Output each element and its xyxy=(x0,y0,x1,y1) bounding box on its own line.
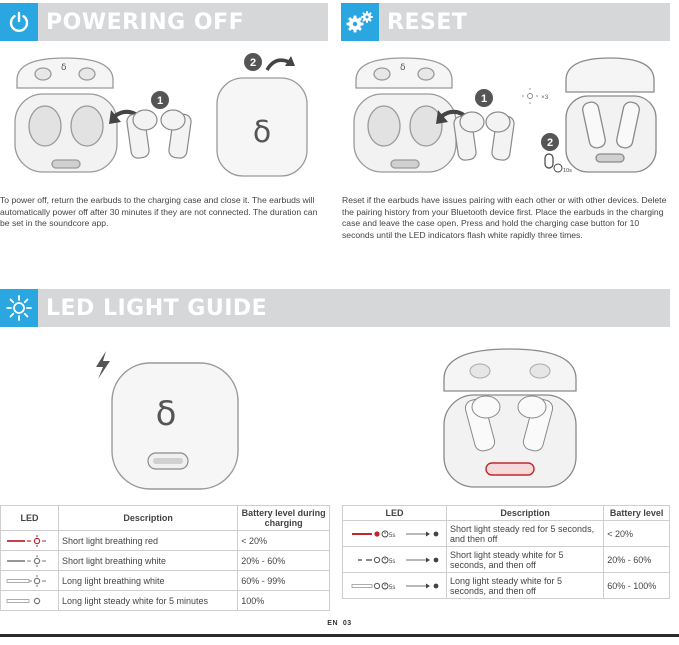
open-case-battery-illustration xyxy=(440,345,580,495)
battery-level: 60% - 99% xyxy=(238,571,330,591)
battery-led-table xyxy=(342,505,670,599)
svg-text:5s: 5s xyxy=(389,532,396,539)
svg-text:2: 2 xyxy=(249,57,257,69)
flash-count-label: ×3 xyxy=(541,94,549,101)
reset-illustration xyxy=(344,50,669,190)
table-row xyxy=(1,571,330,591)
footer-rule xyxy=(0,634,679,637)
lightning-icon xyxy=(96,351,110,379)
battery-level: 60% - 100% xyxy=(604,573,670,599)
led-description: Long light steady white for 5 seconds, and then off xyxy=(446,573,603,599)
step-1-badge xyxy=(151,91,169,109)
led-light-guide-header xyxy=(0,289,670,327)
led-description: Long light breathing white xyxy=(58,571,237,591)
led-description: Short light steady red for 5 seconds, and then off xyxy=(446,521,603,547)
reset-description: Reset if the earbuds have issues pairing with each other or with other devices. Delete the pairing history from your Bluetooth device first. Place the earbuds in the charging case and leave the case open. Press and hold the charging case button for 10 seconds until the LED indicators flash white rapidly three times. xyxy=(342,195,667,240)
column-header-description: Description xyxy=(446,506,603,521)
led-steady-white-5s-icon xyxy=(343,547,447,573)
press-duration-label: 10s xyxy=(563,168,572,174)
svg-text:δ: δ xyxy=(400,63,406,73)
table-row xyxy=(1,551,330,571)
led-long-white-5s-icon xyxy=(343,573,447,599)
svg-text:1: 1 xyxy=(156,95,164,107)
soundcore-logo: δ xyxy=(155,394,177,434)
step-1-badge xyxy=(475,89,493,107)
step-2-badge xyxy=(541,133,559,151)
battery-level: < 20% xyxy=(238,531,330,551)
soundcore-logo: δ xyxy=(252,115,272,150)
open-case-with-earbuds-illustration xyxy=(566,58,656,172)
table-row xyxy=(1,591,330,611)
led-steady-white-icon xyxy=(1,591,59,611)
column-header-battery: Battery level during charging xyxy=(238,506,330,531)
led-description: Short light steady white for 5 seconds, and then off xyxy=(446,547,603,573)
page-number: 03 xyxy=(342,620,352,627)
open-case-illustration xyxy=(15,58,117,172)
led-steady-red-5s-icon xyxy=(343,521,447,547)
svg-text:5s: 5s xyxy=(389,558,396,565)
power-icon xyxy=(0,3,38,41)
powering-off-header xyxy=(0,3,328,41)
footer-language: EN xyxy=(327,620,339,627)
sun-icon xyxy=(0,289,38,327)
reset-header xyxy=(341,3,670,41)
battery-level: 100% xyxy=(238,591,330,611)
earbuds-illustration xyxy=(453,112,515,161)
closed-case-illustration xyxy=(217,78,307,176)
table-row xyxy=(343,521,670,547)
table-header-row xyxy=(343,506,670,521)
battery-level: < 20% xyxy=(604,521,670,547)
charging-led-table xyxy=(0,505,330,611)
led-light-guide-title: LED LIGHT GUIDE xyxy=(46,295,268,321)
reset-title: RESET xyxy=(387,9,468,35)
earbuds-illustration xyxy=(126,110,192,159)
led-breathing-white-icon xyxy=(1,551,59,571)
led-description: Short light breathing red xyxy=(58,531,237,551)
powering-off-description: To power off, return the earbuds to the charging case and close it. The earbuds will automatically power off after 30 minutes if they are not connected. The duration can be set in the soundcore app. xyxy=(0,195,318,228)
column-header-led: LED xyxy=(343,506,447,521)
powering-off-title: POWERING OFF xyxy=(46,9,245,35)
svg-text:2: 2 xyxy=(546,137,554,149)
led-indicator xyxy=(486,463,534,475)
svg-text:5s: 5s xyxy=(389,584,396,591)
led-description: Short light breathing white xyxy=(58,551,237,571)
svg-text:δ: δ xyxy=(61,63,67,73)
column-header-battery: Battery level xyxy=(604,506,670,521)
table-header-row xyxy=(1,506,330,531)
column-header-led: LED xyxy=(1,506,59,531)
page-footer xyxy=(0,620,679,627)
led-long-breathing-white-icon xyxy=(1,571,59,591)
charging-case-illustration xyxy=(90,345,250,495)
table-row xyxy=(343,573,670,599)
led-breathing-red-icon xyxy=(1,531,59,551)
table-row xyxy=(1,531,330,551)
step-2-badge xyxy=(244,53,262,71)
flash-sun-icon xyxy=(522,88,538,104)
battery-level: 20% - 60% xyxy=(238,551,330,571)
gears-icon xyxy=(341,3,379,41)
svg-text:1: 1 xyxy=(480,93,488,105)
battery-level: 20% - 60% xyxy=(604,547,670,573)
table-row xyxy=(343,547,670,573)
press-finger-icon xyxy=(545,154,562,172)
column-header-description: Description xyxy=(58,506,237,531)
powering-off-illustration xyxy=(5,50,325,190)
led-description: Long light steady white for 5 minutes xyxy=(58,591,237,611)
